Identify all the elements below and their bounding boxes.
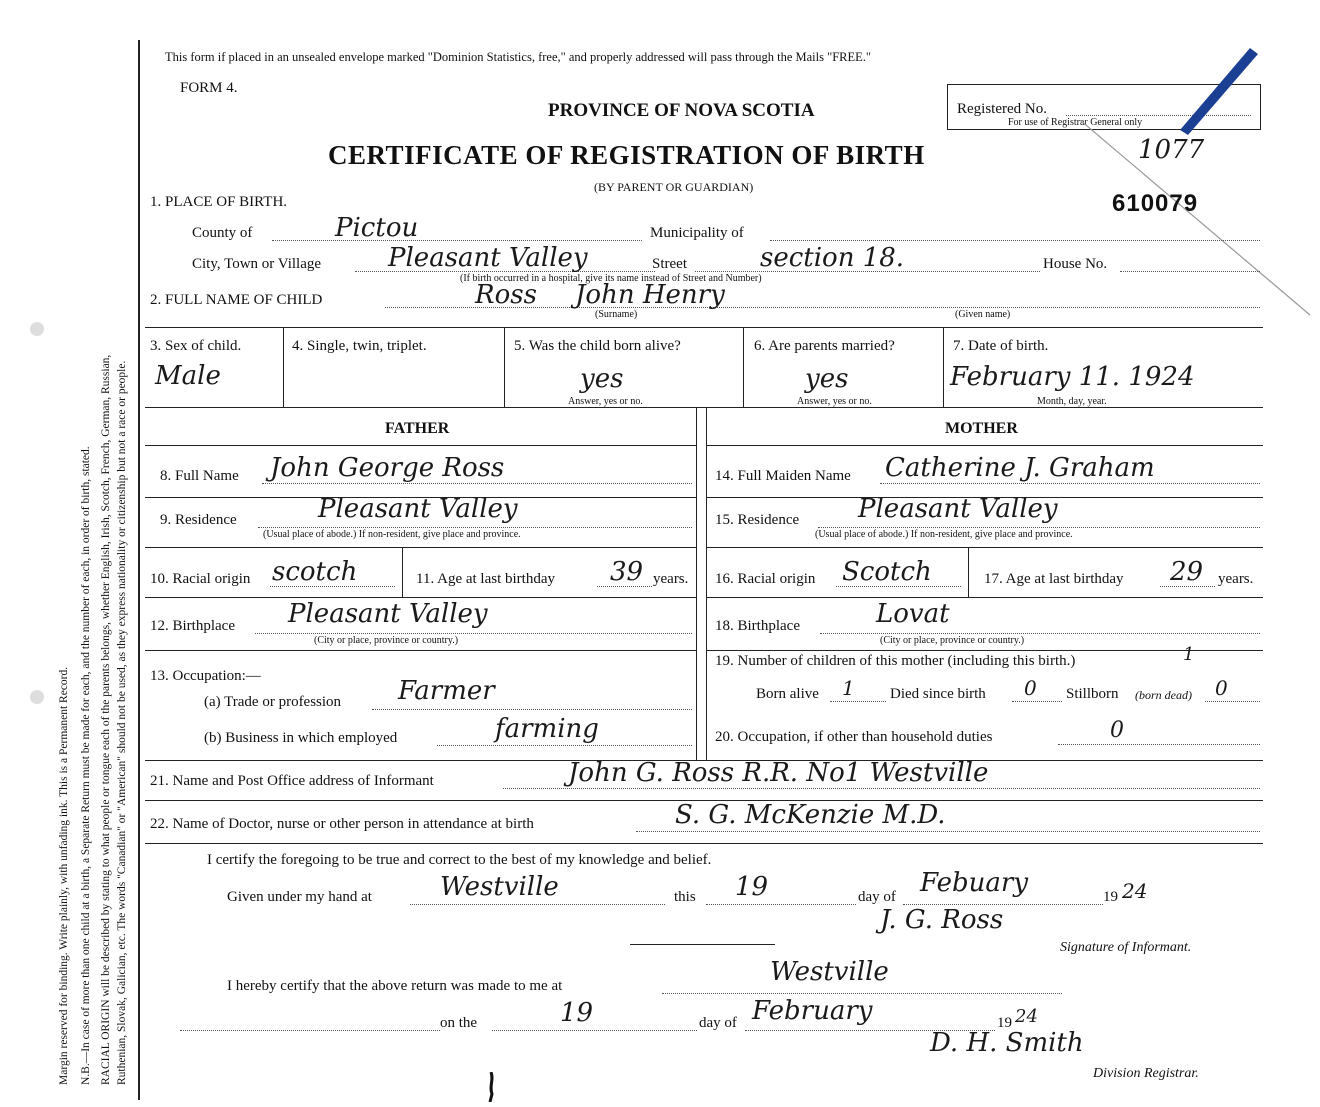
divider [706,597,1263,598]
father-birthplace-value: Pleasant Valley [288,599,488,629]
registrar-place: Westville [770,957,889,987]
parents-married-question: 6. Are parents married? [754,338,895,354]
mother-birthplace-value: Lovat [876,599,950,629]
doctor-line [636,831,1260,832]
street-value: section 18. [760,243,905,273]
divider [145,843,1263,844]
city-label: City, Town or Village [192,256,322,272]
business-label: (b) Business in which employed [204,730,398,746]
registrar-statement: I hereby certify that the above return was made to me at [227,978,563,994]
margin-note-racial-origin: RACIAL ORIGIN will be described by stating to what people or tongue each of the parents belongs, whether English, Irish, Scotch, French, German, Russian, [100,354,112,1085]
father-name-label: 8. Full Name [160,468,239,484]
house-no-line [1120,271,1260,272]
signature-rule [630,944,775,945]
divider [145,597,696,598]
registrar-year-suffix: 24 [1015,1006,1038,1027]
died-value: 0 [1024,676,1037,700]
father-occupation-label: 13. Occupation:— [150,668,261,684]
mother-racial-label: 16. Racial origin [715,571,816,587]
mother-racial-value: Scotch [842,557,932,587]
surname-caption: (Surname) [595,309,638,320]
mother-heading: MOTHER [945,420,1018,437]
father-racial-label: 10. Racial origin [150,571,251,587]
registrar-day-line [492,1030,697,1031]
father-racial-value: scotch [272,557,358,587]
sex-label: 3. Sex of child. [150,338,242,354]
stillborn-note: (born dead) [1135,688,1192,702]
died-line [1012,701,1062,702]
mother-birthplace-line [820,633,1260,634]
stamp-number: 610079 [1112,190,1199,217]
father-residence-line [258,527,692,528]
dob-label: 7. Date of birth. [953,338,1049,354]
handwritten-registration-number: 1077 [1138,135,1205,165]
divider [145,327,1263,328]
trade-line [372,709,692,710]
father-birthplace-label: 12. Birthplace [150,618,235,634]
born-alive-line [830,701,886,702]
father-abode-note: (Usual place of abode.) If non-resident, give place and province. [263,529,521,540]
punch-hole [30,690,44,704]
children-count-value: 1 [1183,644,1195,665]
mother-residence-line [818,527,1260,528]
stillborn-value: 0 [1215,676,1228,700]
hospital-note: (If birth occurred in a hospital, give its name instead of Street and Number) [460,273,762,284]
divider [145,445,696,446]
mother-occupation-line [1058,744,1260,745]
trade-label: (a) Trade or profession [204,694,342,710]
father-years-label: years. [653,571,689,587]
born-alive-question: 5. Was the child born alive? [514,338,681,354]
cell-divider [402,547,403,597]
father-age-value: 39 [610,557,644,587]
divider [706,650,1263,651]
margin-note-permanent-record: Margin reserved for binding. Write plainly, with unfading ink. This is a Permanent Record. [58,666,70,1085]
place-of-birth-label: 1. PLACE OF BIRTH. [150,194,288,210]
cell-divider [504,327,505,407]
registrar-year-prefix: 19 [997,1015,1012,1031]
stillborn-label: Stillborn [1066,686,1119,702]
business-line [437,745,692,746]
given-at-value: Westville [440,872,559,902]
father-residence-label: 9. Residence [160,512,237,528]
municipality-line [770,240,1260,241]
divider [145,407,1263,408]
registrar-day-of-label: day of [699,1015,737,1031]
registered-label: Registered No. [957,101,1047,117]
registrar-month: February [752,996,873,1026]
business-value: farming [495,714,599,744]
dob-value: February 11. 1924 [950,362,1195,392]
day-of-label: day of [858,889,896,905]
father-name-value: John George Ross [270,453,505,483]
child-name-label: 2. FULL NAME OF CHILD [150,292,323,308]
column-divider [696,407,697,760]
born-alive-answer: yes [580,364,624,394]
mother-occupation-label: 20. Occupation, if other than household duties [715,729,993,745]
given-name-caption: (Given name) [955,309,1011,320]
cell-divider [743,327,744,407]
county-label: County of [192,225,253,241]
mother-age-value: 29 [1170,557,1204,587]
parents-married-answer: yes [805,364,849,394]
informant-label: 21. Name and Post Office address of Informant [150,773,434,789]
plurality-label: 4. Single, twin, triplet. [292,338,427,354]
answer-caption: Answer, yes or no. [568,396,643,407]
mother-abode-note: (Usual place of abode.) If non-resident, give place and province. [815,529,1073,540]
county-line [272,240,642,241]
father-birthplace-note: (City or place, province or country.) [314,635,459,646]
trade-value: Farmer [398,676,495,706]
stillborn-line [1205,701,1260,702]
certify-day: 19 [735,872,769,902]
province-heading: PROVINCE OF NOVA SCOTIA [548,100,815,121]
divider [145,547,696,548]
mother-birthplace-label: 18. Birthplace [715,618,800,634]
house-no-label: House No. [1043,256,1108,272]
died-label: Died since birth [890,686,986,702]
street-label: Street [652,256,687,272]
certify-year-prefix: 19 [1103,889,1118,905]
registrar-day: 19 [560,998,594,1028]
column-divider [706,407,707,760]
this-label: this [674,889,696,905]
father-residence-value: Pleasant Valley [318,494,518,524]
margin-border [138,40,140,1100]
informant-signature: J. G. Ross [880,905,1004,935]
ink-blot [485,1072,497,1102]
informant-signature-label: Signature of Informant. [1060,940,1192,955]
mother-name-line [880,483,1260,484]
father-name-line [262,483,692,484]
answer-caption: Answer, yes or no. [797,396,872,407]
mother-name-value: Catherine J. Graham [885,453,1155,483]
sex-value: Male [155,361,221,391]
divider [706,445,1263,446]
day-line [706,904,856,905]
certify-statement: I certify the foregoing to be true and correct to the best of my knowledge and belief. [207,852,712,868]
margin-note-racial-origin-cont: Ruthenian, Slovak, Galician, etc. The words "Canadian" or "American" should not be used, as they express nationality or citizenship but not a race or people. [116,360,128,1085]
cell-divider [283,327,284,407]
father-heading: FATHER [385,420,450,437]
form-number: FORM 4. [180,80,238,96]
registrar-place-line [662,993,1062,994]
child-surname: Ross [475,280,537,310]
registrar-signature-label: Division Registrar. [1093,1066,1199,1081]
cell-divider [968,547,969,597]
certify-month: Febuary [920,868,1029,898]
postal-note: This form if placed in an unsealed envelope marked "Dominion Statistics, free," and properly addressed will pass through the Mails "FREE." [165,50,872,64]
on-the-label: on the [440,1015,478,1031]
certificate-subtitle: (BY PARENT OR GUARDIAN) [594,180,754,194]
margin-note-multiple-births: N.B.—In case of more than one child at a birth, a Separate Return must be made for each, and the number of each, in order of birth, stated. [80,446,92,1085]
registrar-note: For use of Registrar General only [1008,117,1143,128]
father-birthplace-line [255,633,692,634]
cell-divider [943,327,944,407]
mother-residence-label: 15. Residence [715,512,800,528]
doctor-label: 22. Name of Doctor, nurse or other person in attendance at birth [150,816,534,832]
certify-year-suffix: 24 [1122,879,1148,903]
given-at-line [410,904,665,905]
mother-occupation-value: 0 [1110,718,1124,743]
informant-value: John G. Ross R.R. No1 Westville [568,758,989,788]
mother-years-label: years. [1218,571,1254,587]
binding-margin [0,0,135,1107]
given-at-label: Given under my hand at [227,889,372,905]
informant-line [503,788,1260,789]
mother-residence-value: Pleasant Valley [858,494,1058,524]
father-age-label: 11. Age at last birthday [416,571,555,587]
children-count-label: 19. Number of children of this mother (including this birth.) [715,653,1076,669]
punch-hole [30,322,44,336]
city-value: Pleasant Valley [388,243,588,273]
dob-caption: Month, day, year. [1037,396,1107,407]
child-given-name: John Henry [575,280,725,310]
born-alive-value: 1 [842,676,855,700]
county-value: Pictou [335,213,419,243]
doctor-value: S. G. McKenzie M.D. [675,800,946,830]
registrar-lead-line [180,1030,440,1031]
divider [706,547,1263,548]
mother-birthplace-note: (City or place, province or country.) [880,635,1025,646]
registrar-signature: D. H. Smith [930,1028,1084,1058]
certificate-title: CERTIFICATE OF REGISTRATION OF BIRTH [328,140,925,170]
mother-name-label: 14. Full Maiden Name [715,468,851,484]
municipality-label: Municipality of [650,225,744,241]
divider [145,650,696,651]
mother-age-label: 17. Age at last birthday [984,571,1124,587]
born-alive-label: Born alive [756,686,819,702]
